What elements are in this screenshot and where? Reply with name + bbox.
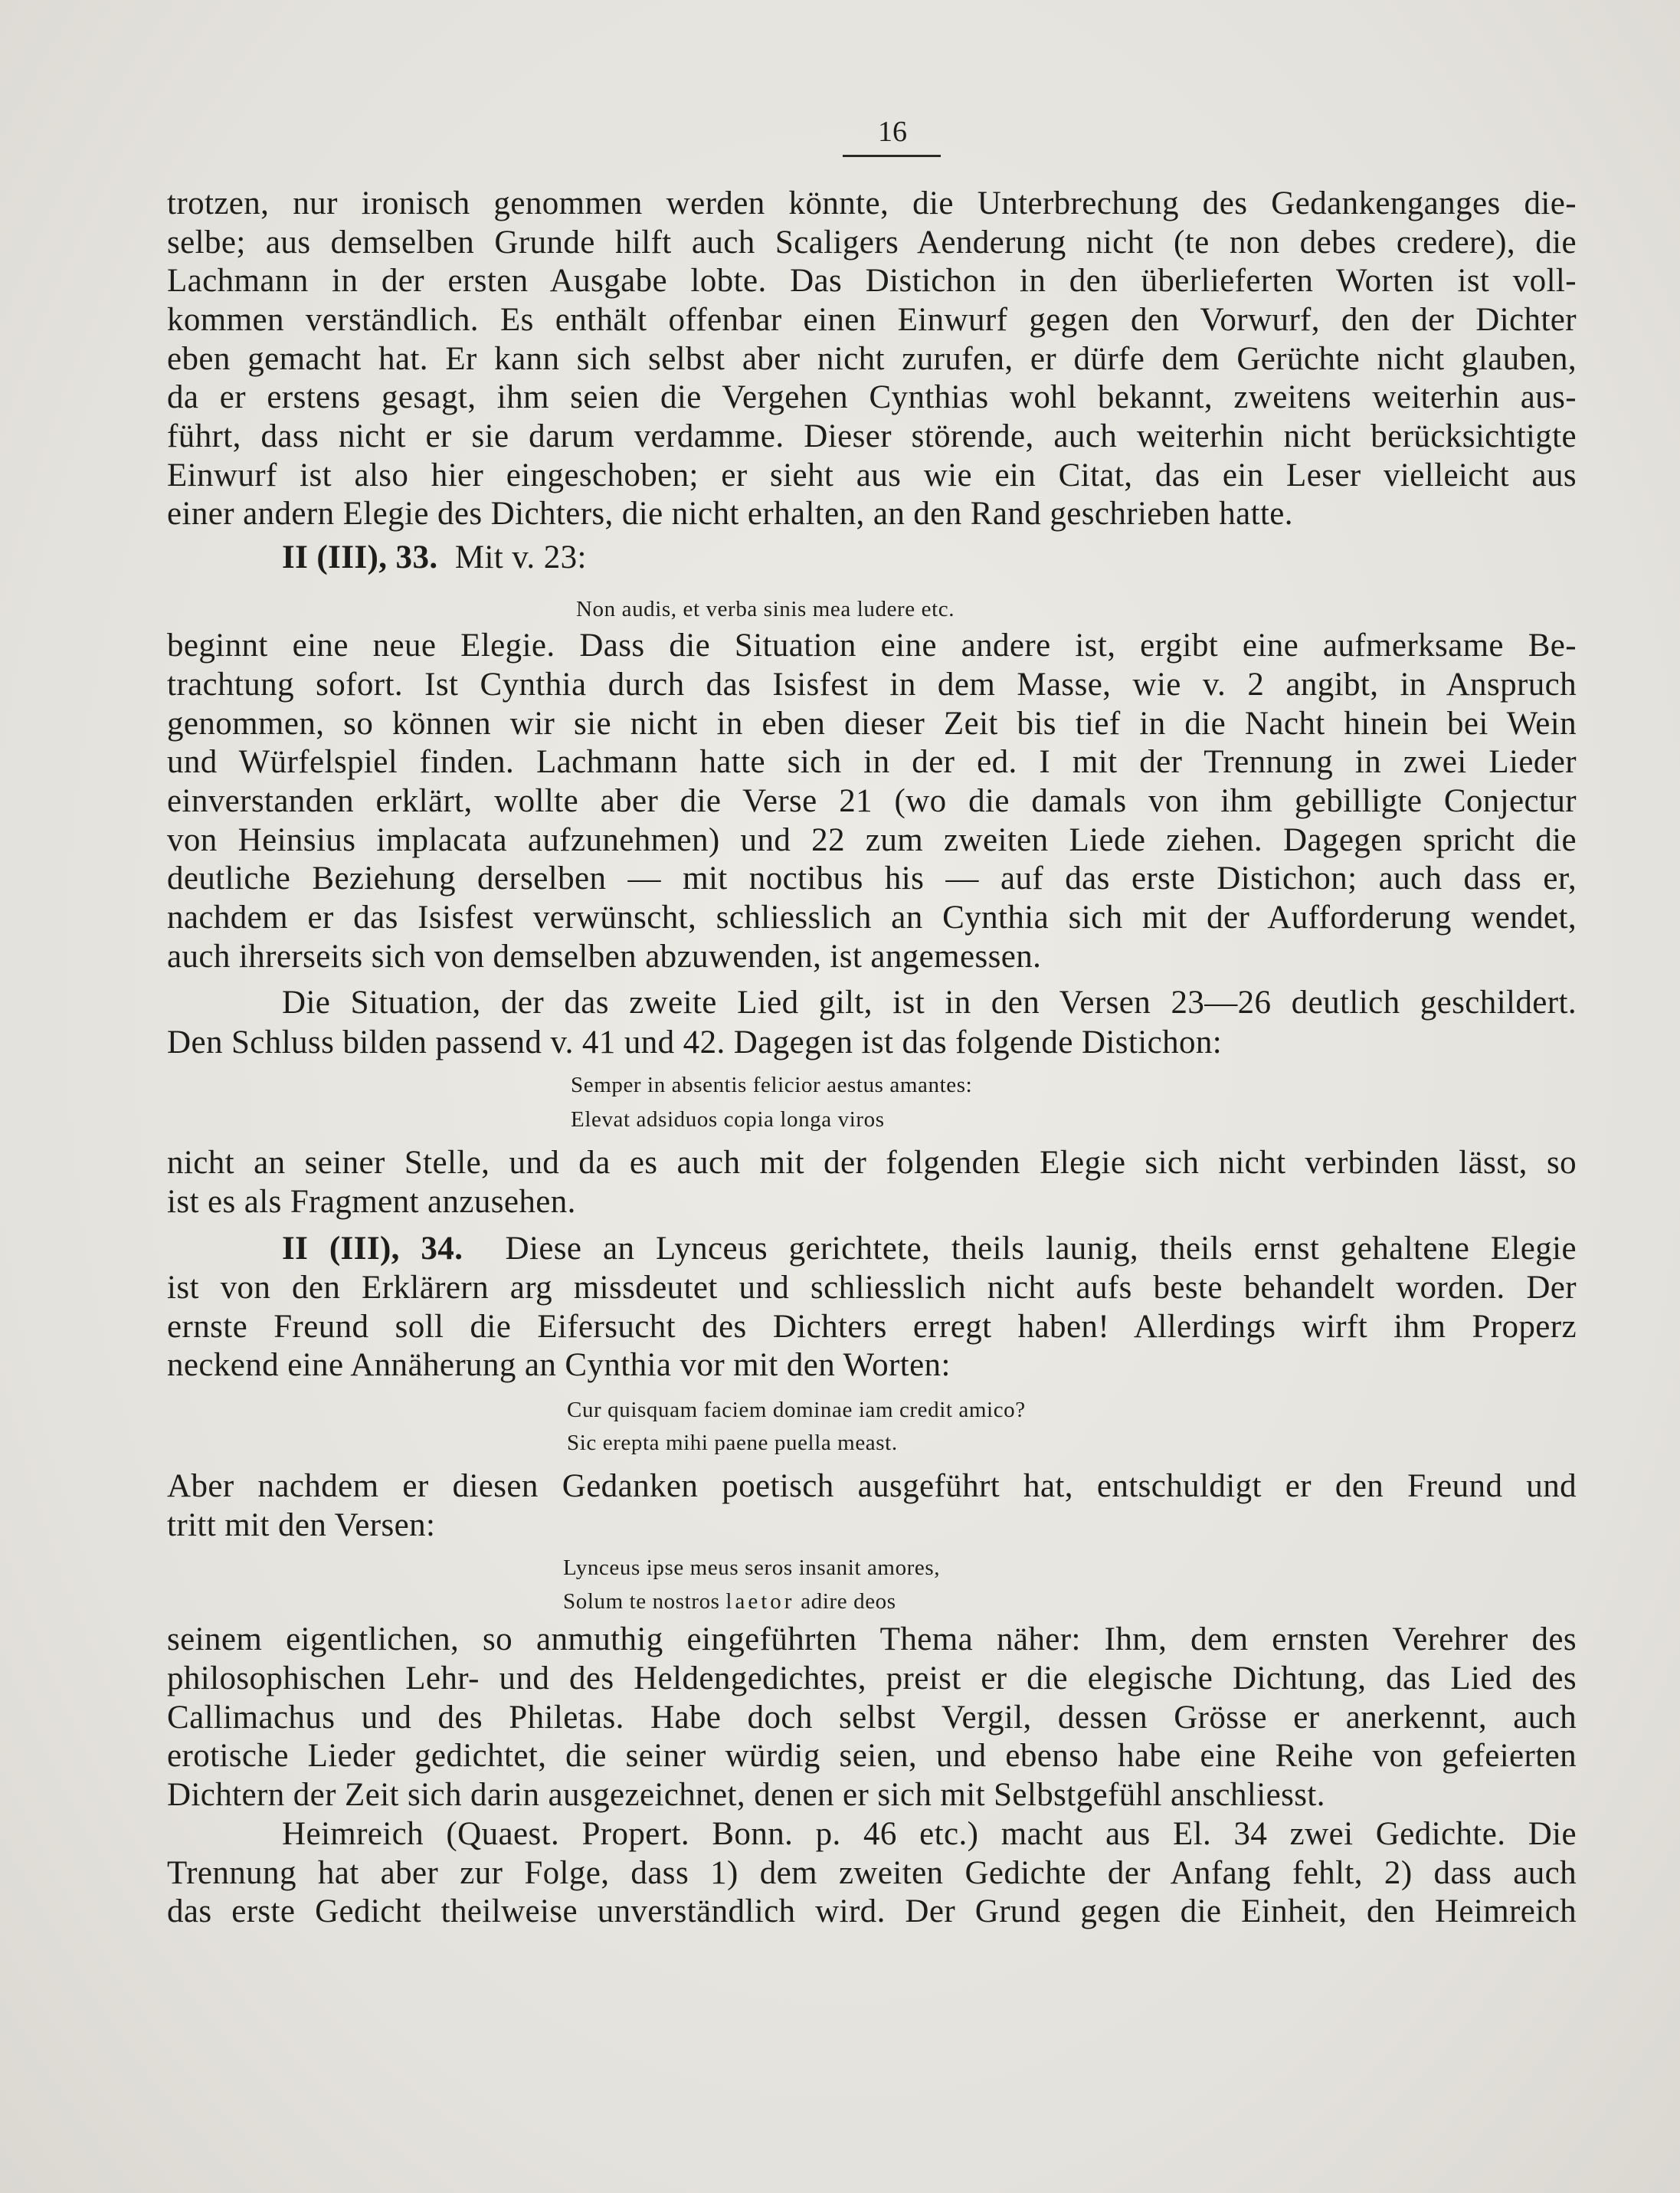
paragraph-7-line-1-text: Heimreich (Quaest. Propert. Bonn. p. 46 etc.) macht aus El. 34 zwei Gedichte. Die (282, 1816, 1577, 1852)
paragraph-2-line-2: trachtung sofort. Ist Cynthia durch das Isisfest in dem Masse, wie v. 2 angibt, in Anspruch (167, 667, 1577, 703)
paragraph-2-line-4: und Würfelspiel finden. Lachmann hatte sich in der ed. I mit der Trennung in zwei Lieder (167, 744, 1577, 780)
section-33-intro: Mit v. 23: (454, 539, 587, 575)
page-number: 16 (878, 116, 907, 148)
quote-semper-line-1: Semper in absentis felicior aestus amantes: (571, 1073, 973, 1097)
quote-lynceus-line-2-post: adire deos (801, 1589, 896, 1614)
paragraph-6-line-4: erotische Lieder gedichtet, die seiner würdig seien, und ebenso habe eine Reihe von gefeierten (167, 1738, 1577, 1774)
section-34-line-2: ist von den Erklärern arg missdeutet und schliesslich nicht aufs beste behandelt worden. Der (167, 1270, 1577, 1306)
paragraph-3-line-1 (167, 984, 1577, 1023)
paragraph-6-line-5: Dichtern der Zeit sich darin ausgezeichnet, denen er sich mit Selbstgefühl anschliesst. (167, 1777, 1325, 1813)
paragraph-2-line-5: einverstanden erklärt, wollte aber die Verse 21 (wo die damals von ihm gebilligte Conjectur (167, 783, 1577, 819)
paragraph-4-line-2: ist es als Fragment anzusehen. (167, 1184, 576, 1220)
paragraph-1-line-5: eben gemacht hat. Er kann sich selbst aber nicht zurufen, er dürfe dem Gerüchte nicht glauben, (167, 341, 1577, 377)
section-34-line-4: neckend eine Annäherung an Cynthia vor mit den Worten: (167, 1347, 951, 1383)
section-34-heading (167, 1230, 1577, 1269)
section-34-line-3: ernste Freund soll die Eifersucht des Dichters erregt haben! Allerdings wirft ihm Properz (167, 1309, 1577, 1345)
section-34-ref: II (III), 34. (282, 1231, 463, 1267)
paragraph-2-line-7: deutliche Beziehung derselben — mit noctibus his — auf das erste Distichon; auch dass er, (167, 860, 1577, 897)
quote-lynceus-line-2-spaced: laetor (725, 1589, 795, 1614)
quote-33: Non audis, et verba sinis mea ludere etc. (576, 597, 955, 621)
paragraph-5-line-2: tritt mit den Versen: (167, 1507, 436, 1543)
quote-lynceus-line-1: Lynceus ipse meus seros insanit amores, (563, 1555, 941, 1580)
paragraph-1-line-6: da er erstens gesagt, ihm seien die Vergehen Cynthias wohl bekannt, zweitens weiterhin aus- (167, 379, 1577, 415)
paragraph-5-line-1: Aber nachdem er diesen Gedanken poetisch ausgeführt hat, entschuldigt er den Freund und (167, 1468, 1577, 1504)
paragraph-1-line-2: selbe; aus demselben Grunde hilft auch Scaligers Aenderung nicht (te non debes credere), die (167, 225, 1577, 261)
paragraph-3-line-2: Den Schluss bilden passend v. 41 und 42. Dagegen ist das folgende Distichon: (167, 1024, 1223, 1060)
paragraph-2-line-1: beginnt eine neue Elegie. Dass die Situation eine andere ist, ergibt eine aufmerksame Be- (167, 628, 1577, 664)
paragraph-7-line-3: das erste Gedicht theilweise unverständlich wird. Der Grund gegen die Einheit, den Heimreich (167, 1893, 1577, 1929)
paragraph-6-line-2: philosophischen Lehr- und des Heldengedichtes, preist er die elegische Dichtung, das Lied des (167, 1660, 1577, 1696)
paragraph-1-line-7: führt, dass nicht er sie darum verdamme. Dieser störende, auch weiterhin nicht berücksichtigte (167, 418, 1577, 454)
paragraph-7-line-2: Trennung hat aber zur Folge, dass 1) dem zweiten Gedichte der Anfang fehlt, 2) dass auch (167, 1855, 1577, 1891)
section-34-line-1: Diese an Lynceus gerichtete, theils launig, theils ernst gehaltene Elegie (505, 1231, 1577, 1267)
paragraph-3-line-1-text: Die Situation, der das zweite Lied gilt, ist in den Versen 23—26 deutlich geschildert. (282, 985, 1577, 1021)
paragraph-6-line-3: Callimachus und des Philetas. Habe doch selbst Vergil, dessen Grösse er anerkennt, auch (167, 1700, 1577, 1736)
paragraph-1-line-1: trotzen, nur ironisch genommen werden könnte, die Unterbrechung des Gedankenganges die- (167, 185, 1577, 221)
paragraph-7-line-1 (167, 1815, 1577, 1854)
paragraph-1-line-9: einer andern Elegie des Dichters, die nicht erhalten, an den Rand geschrieben hatte. (167, 496, 1293, 532)
paragraph-2-line-3: genommen, so können wir sie nicht in eben dieser Zeit bis tief in die Nacht hinein bei Wein (167, 706, 1577, 742)
paragraph-2-line-8: nachdem er das Isisfest verwünscht, schliesslich an Cynthia sich mit der Aufforderung wendet, (167, 900, 1577, 936)
quote-cur-line-2: Sic erepta mihi paene puella meast. (567, 1431, 898, 1455)
paragraph-6-line-1: seinem eigentlichen, so anmuthig eingeführten Thema näher: Ihm, dem ernsten Verehrer des (167, 1621, 1577, 1657)
paragraph-1-line-3: Lachmann in der ersten Ausgabe lobte. Das Distichon in den überlieferten Worten ist voll- (167, 263, 1577, 299)
paragraph-1-line-8: Einwurf ist also hier eingeschoben; er sieht aus wie ein Citat, das ein Leser vielleicht aus (167, 457, 1577, 493)
section-33-ref: II (III), 33. (282, 539, 438, 575)
quote-cur-line-1: Cur quisquam faciem dominae iam credit amico? (567, 1398, 1026, 1422)
section-33-heading (167, 539, 1577, 578)
paragraph-4-line-1: nicht an seiner Stelle, und da es auch mit der folgenden Elegie sich nicht verbinden lässt, so (167, 1145, 1577, 1181)
quote-lynceus-line-2-pre: Solum te nostros (563, 1589, 720, 1614)
paragraph-1-line-4: kommen verständlich. Es enthält offenbar einen Einwurf gegen den Vorwurf, den der Dichter (167, 302, 1577, 338)
paragraph-2-line-9: auch ihrerseits sich von demselben abzuwenden, ist angemessen. (167, 939, 1042, 975)
quote-semper-line-2: Elevat adsiduos copia longa viros (571, 1107, 885, 1132)
paragraph-2-line-6: von Heinsius implacata aufzunehmen) und 22 zum zweiten Liede ziehen. Dagegen spricht die (167, 822, 1577, 858)
quote-lynceus-line-2 (563, 1585, 896, 1618)
page-number-rule (843, 155, 941, 157)
